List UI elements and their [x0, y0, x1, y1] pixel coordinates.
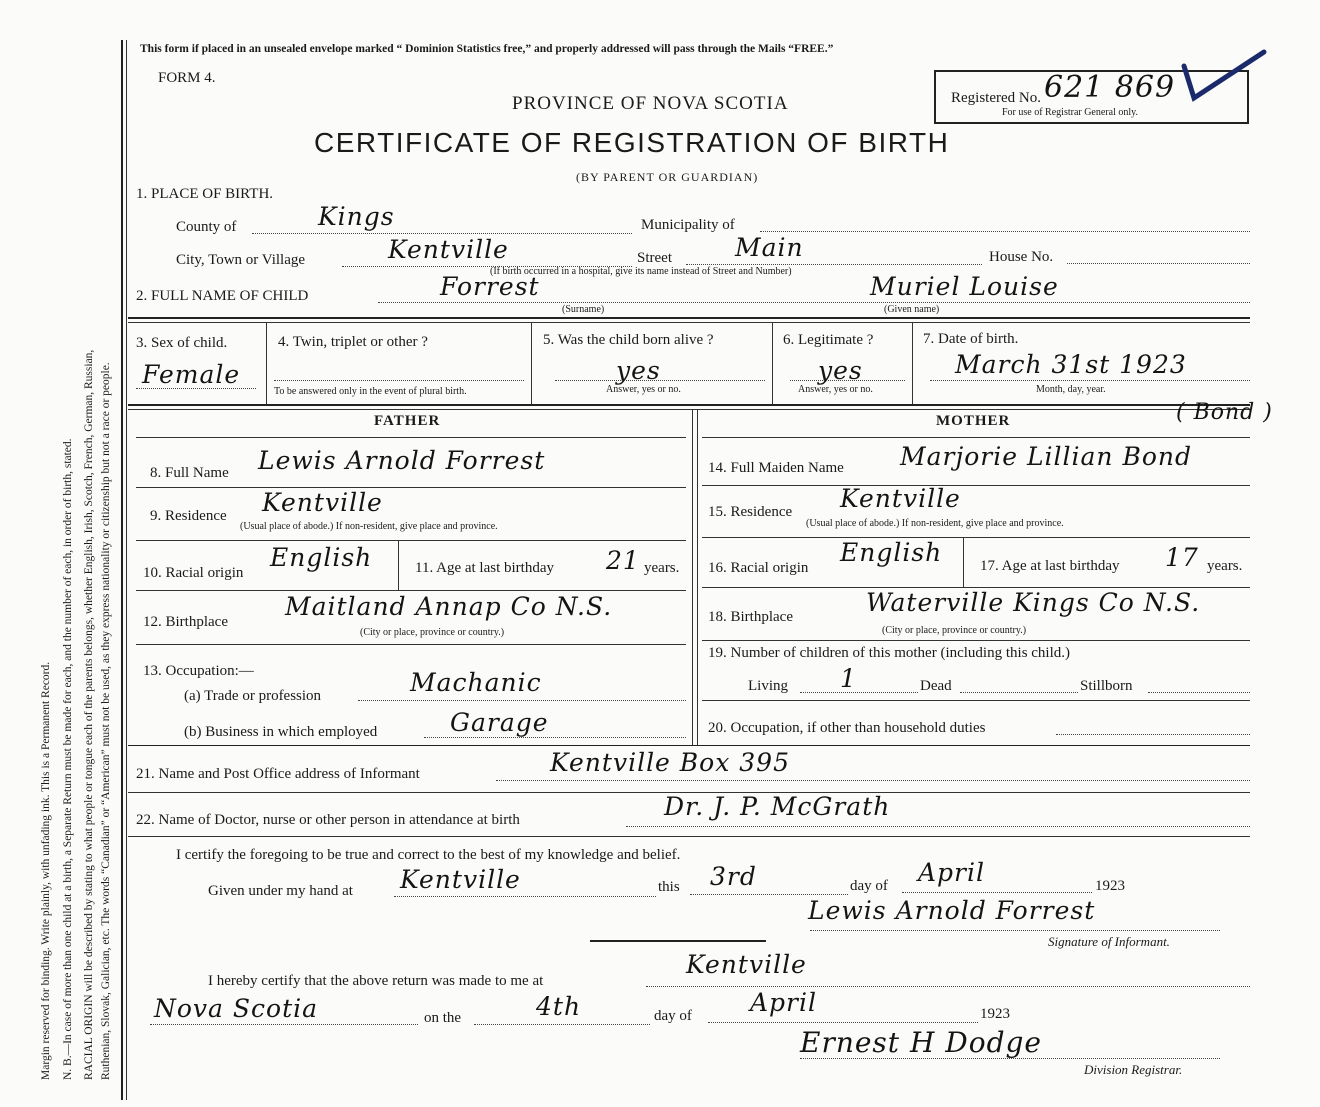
dob-label: 7. Date of birth. — [923, 331, 1019, 347]
divider-twin — [531, 322, 532, 404]
separator-rule — [590, 940, 766, 942]
dob-caption: Month, day, year. — [1036, 384, 1106, 395]
province-heading: PROVINCE OF NOVA SCOTIA — [512, 93, 789, 114]
alive-label: 5. Was the child born alive ? — [543, 332, 714, 348]
mother-heading: MOTHER — [936, 413, 1011, 429]
house-label: House No. — [989, 249, 1054, 265]
mother-residence-value: Kentville — [840, 484, 961, 513]
rule-top — [128, 317, 1250, 319]
registrar-signature: Ernest H Dodge — [800, 1026, 1042, 1059]
doctor-label: 22. Name of Doctor, nurse or other person in attendance at birth — [136, 812, 520, 828]
county-line — [252, 233, 632, 234]
checkmark-icon — [1180, 48, 1270, 108]
surname-caption: (Surname) — [562, 304, 605, 315]
twin-line — [274, 380, 524, 381]
mother-residence-rule — [702, 537, 1250, 538]
certificate-subtitle: (BY PARENT OR GUARDIAN) — [576, 170, 759, 184]
child-name-label: 2. FULL NAME OF CHILD — [136, 288, 309, 304]
child-given-name: Muriel Louise — [870, 272, 1059, 301]
alive-caption: Answer, yes or no. — [606, 384, 681, 395]
registrar-day-line — [474, 1024, 650, 1025]
mother-birthplace-rule — [702, 640, 1250, 641]
living-line — [800, 692, 918, 693]
parents-divider — [692, 409, 693, 745]
dob-line — [930, 380, 1250, 381]
divider-legit — [912, 322, 913, 404]
father-heading: FATHER — [374, 413, 441, 429]
street-label: Street — [637, 250, 672, 266]
father-racial-label: 10. Racial origin — [143, 565, 244, 581]
registered-number: 621 869 — [1044, 70, 1176, 105]
form-number: FORM 4. — [158, 70, 216, 86]
mother-age-label: 17. Age at last birthday — [980, 558, 1120, 574]
father-residence-value: Kentville — [262, 488, 383, 517]
rule-top-2 — [128, 322, 1250, 323]
mother-age-value: 17 — [1165, 543, 1199, 572]
informant-signature: Lewis Arnold Forrest — [808, 896, 1096, 925]
dead-label: Dead — [920, 678, 952, 694]
mail-note: This form if placed in an unsealed envelope marked “ Dominion Statistics free,” and properly addressed will pass through the Mails “FREE.” — [140, 43, 834, 55]
mother-birthplace-label: 18. Birthplace — [708, 609, 793, 625]
rule-bottom — [128, 745, 1250, 746]
on-the-label: on the — [424, 1010, 462, 1026]
legitimate-caption: Answer, yes or no. — [798, 384, 873, 395]
county-value: Kings — [318, 202, 395, 231]
registered-note: For use of Registrar General only. — [1002, 107, 1138, 118]
mother-years: years. — [1207, 558, 1243, 574]
father-birthplace-value: Maitland Annap Co N.S. — [285, 592, 613, 621]
mother-birthplace-note: (City or place, province or country.) — [882, 625, 1027, 636]
father-residence-rule — [136, 540, 686, 541]
margin-note-binding: Margin reserved for binding. Write plainly, with unfading ink. This is a Permanent Record. — [40, 661, 52, 1080]
doctor-value: Dr. J. P. McGrath — [664, 792, 891, 821]
doctor-line — [626, 826, 1250, 827]
father-heading-rule — [136, 437, 686, 438]
child-surname: Forrest — [440, 272, 540, 301]
month-line — [902, 892, 1092, 893]
legitimate-label: 6. Legitimate ? — [783, 332, 874, 348]
registrar-month-value: April — [750, 988, 817, 1017]
business-value: Garage — [450, 708, 549, 737]
father-residence-label: 9. Residence — [150, 508, 227, 524]
mother-racial-value: English — [840, 538, 943, 567]
registrar-caption: Division Registrar. — [1084, 1062, 1183, 1077]
registrar-place-value: Kentville — [686, 950, 807, 979]
given-under-label: Given under my hand at — [208, 883, 353, 899]
mother-name-correction: ( Bond ) — [1176, 400, 1273, 425]
stillborn-line — [1148, 692, 1250, 693]
parents-divider-2 — [697, 409, 698, 745]
margin-note-racial-origin: RACIAL ORIGIN will be described by stating to what people or tongue each of the parents belongs, whether English, Irish, Scotch, French, German, Russian, — [83, 349, 95, 1080]
registrar-province-line — [150, 1024, 418, 1025]
business-label: (b) Business in which employed — [184, 724, 378, 740]
divider-alive — [772, 322, 773, 404]
municipality-label: Municipality of — [641, 217, 735, 233]
twin-note: To be answered only in the event of plural birth. — [274, 386, 467, 397]
registrar-day-of-label: day of — [654, 1008, 692, 1024]
father-birthplace-note: (City or place, province or country.) — [360, 627, 505, 638]
certify-month-value: April — [918, 858, 985, 887]
city-label: City, Town or Village — [176, 252, 306, 268]
mother-birthplace-value: Waterville Kings Co N.S. — [866, 588, 1201, 617]
house-line — [1067, 263, 1250, 264]
twin-label: 4. Twin, triplet or other ? — [278, 334, 428, 350]
registered-label: Registered No. — [951, 90, 1041, 106]
mother-residence-label: 15. Residence — [708, 504, 793, 520]
living-value: 1 — [840, 664, 857, 693]
living-label: Living — [748, 678, 788, 694]
mother-heading-rule — [702, 437, 1250, 438]
father-age-value: 21 — [606, 546, 640, 575]
father-age-label: 11. Age at last birthday — [415, 560, 554, 576]
alive-line — [555, 380, 765, 381]
dob-value: March 31st 1923 — [955, 350, 1187, 379]
city-value: Kentville — [388, 235, 509, 264]
certificate-title: CERTIFICATE OF REGISTRATION OF BIRTH — [314, 127, 950, 158]
mother-name-rule — [702, 485, 1250, 486]
registrar-year: 1923 — [980, 1006, 1010, 1022]
children-label: 19. Number of children of this mother (including this child.) — [708, 645, 1071, 661]
legitimate-line — [790, 380, 905, 381]
registrar-place-line — [646, 986, 1250, 987]
children-rule — [702, 700, 1250, 701]
informant-value: Kentville Box 395 — [550, 748, 790, 777]
father-racial-value: English — [270, 543, 373, 572]
father-residence-note: (Usual place of abode.) If non-resident, give place and province. — [240, 521, 498, 532]
doctor-rule — [128, 836, 1250, 837]
registrar-province-value: Nova Scotia — [154, 994, 319, 1023]
business-line — [424, 737, 686, 738]
mother-occupation-label: 20. Occupation, if other than household duties — [708, 720, 986, 736]
margin-border — [121, 40, 123, 1100]
alive-value: yes — [616, 356, 661, 385]
mother-racial-label: 16. Racial origin — [708, 560, 809, 576]
father-name-value: Lewis Arnold Forrest — [258, 446, 546, 475]
child-name-line — [378, 302, 1250, 303]
divider-sex — [266, 322, 267, 404]
certify-statement: I certify the foregoing to be true and correct to the best of my knowledge and belief. — [176, 847, 681, 863]
legitimate-value: yes — [818, 356, 863, 385]
father-racial-divider — [398, 540, 399, 590]
rule-mid-2 — [128, 409, 1250, 410]
sex-value: Female — [142, 360, 241, 389]
registrar-statement: I hereby certify that the above return was made to me at — [208, 973, 544, 989]
mother-name-label: 14. Full Maiden Name — [708, 460, 844, 476]
mother-racial-divider — [963, 537, 964, 587]
registrar-day-value: 4th — [536, 992, 582, 1021]
trade-label: (a) Trade or profession — [184, 688, 322, 704]
sex-label: 3. Sex of child. — [136, 335, 228, 351]
father-birthplace-label: 12. Birthplace — [143, 614, 228, 630]
registrar-signature-line — [800, 1058, 1220, 1059]
margin-note-multiple-births: N. B.—In case of more than one child at a birth, a Separate Return must be made for each, and the number of each, in order of birth, stated. — [62, 438, 74, 1080]
trade-value: Machanic — [410, 668, 542, 697]
certify-day-value: 3rd — [710, 862, 757, 891]
father-racial-rule — [136, 590, 686, 591]
given-name-caption: (Given name) — [884, 304, 940, 315]
margin-note-racial-origin-cont: Ruthenian, Slovak, Galician, etc. The words “Canadian” or “American” must not be used, as they express nationality or citizenship but not a race or people. — [100, 362, 112, 1080]
signature-caption: Signature of Informant. — [1048, 934, 1170, 949]
hospital-note: (If birth occurred in a hospital, give its name instead of Street and Number) — [490, 266, 792, 277]
municipality-line — [760, 231, 1250, 232]
dead-line — [960, 692, 1078, 693]
sex-line — [136, 388, 256, 389]
signature-line — [810, 930, 1220, 931]
day-line — [690, 894, 848, 895]
father-name-rule — [136, 487, 686, 488]
street-value: Main — [735, 233, 804, 262]
certify-year: 1923 — [1095, 878, 1125, 894]
mother-name-value: Marjorie Lillian Bond — [900, 442, 1193, 471]
given-place-line — [394, 896, 656, 897]
father-birthplace-rule — [136, 644, 686, 645]
informant-label: 21. Name and Post Office address of Informant — [136, 766, 420, 782]
street-line — [686, 264, 982, 265]
stillborn-label: Stillborn — [1080, 678, 1133, 694]
county-label: County of — [176, 219, 237, 235]
given-place-value: Kentville — [400, 865, 521, 894]
this-label: this — [658, 879, 680, 895]
margin-border-inner — [126, 40, 127, 1100]
father-years: years. — [644, 560, 680, 576]
mother-residence-note: (Usual place of abode.) If non-resident, give place and province. — [806, 518, 1064, 529]
mother-occupation-line — [1056, 734, 1250, 735]
day-of-label: day of — [850, 878, 888, 894]
trade-line — [358, 700, 686, 701]
place-heading: 1. PLACE OF BIRTH. — [136, 186, 274, 202]
occupation-label: 13. Occupation:— — [143, 663, 254, 679]
rule-mid — [128, 404, 1250, 406]
informant-line — [496, 780, 1250, 781]
father-name-label: 8. Full Name — [150, 465, 229, 481]
registrar-month-line — [708, 1022, 978, 1023]
